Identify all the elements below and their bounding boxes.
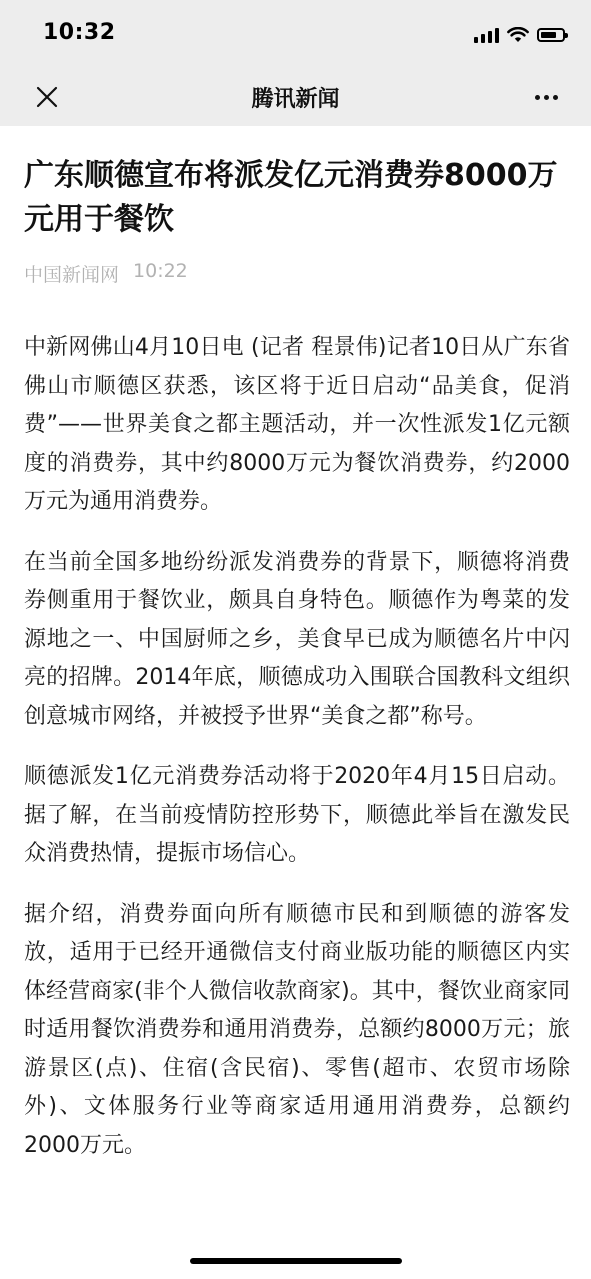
status-time: 10:32	[43, 20, 116, 45]
article-paragraph: 据介绍，消费券面向所有顺德市民和到顺德的游客发放，适用于已经开通微信支付商业版功能的顺德区内实体经营商家(非个人微信收款商家)。其中，餐饮业商家同时适用餐饮消费券和通用消费券，总额约8000万元；旅游景区(点)、住宿(含民宿)、零售(超市、农贸市场除外)、文体服务行业等商家适用通用消费券，总额约2000万元。	[24, 901, 570, 1158]
article-time: 10:22	[133, 260, 188, 282]
nav-bar	[0, 70, 591, 126]
article-paragraph: 顺德派发1亿元消费券活动将于2020年4月15日启动。据了解，在当前疫情防控形势下，顺德此举旨在激发民众消费热情，提振市场信心。	[24, 764, 570, 866]
article-paragraph: 在当前全国多地纷纷派发消费券的背景下，顺德将消费券侧重用于餐饮业，颇具自身特色。顺德作为粤菜的发源地之一、中国厨师之乡，美食早已成为顺德名片中闪亮的招牌。2014年底，顺德成功入围联合国教科文组织创意城市网络，并被授予世界“美食之都”称号。	[24, 549, 570, 729]
nav-title: 腾讯新闻	[251, 87, 340, 112]
wifi-icon	[507, 27, 529, 43]
more-icon	[535, 95, 540, 100]
battery-icon	[537, 28, 565, 42]
home-indicator[interactable]	[190, 1258, 402, 1264]
article-paragraph: 中新网佛山4月10日电 (记者 程景伟)记者10日从广东省佛山市顺德区获悉，该区将于近日启动“品美食，促消费”——世界美食之都主题活动，并一次性派发1亿元额度的消费券，其中约8000万元为餐饮消费券，约2000万元为通用消费券。	[24, 335, 570, 514]
article-body	[24, 329, 570, 1165]
more-button[interactable]	[527, 78, 565, 116]
article-title: 广东顺德宣布将派发亿元消费券8000万元用于餐饮	[24, 158, 558, 237]
status-bar	[0, 0, 591, 70]
status-icons	[474, 24, 565, 46]
article	[24, 126, 570, 1187]
article-meta	[24, 260, 570, 287]
article-source[interactable]: 中国新闻网	[24, 264, 120, 286]
signal-icon	[474, 27, 499, 43]
